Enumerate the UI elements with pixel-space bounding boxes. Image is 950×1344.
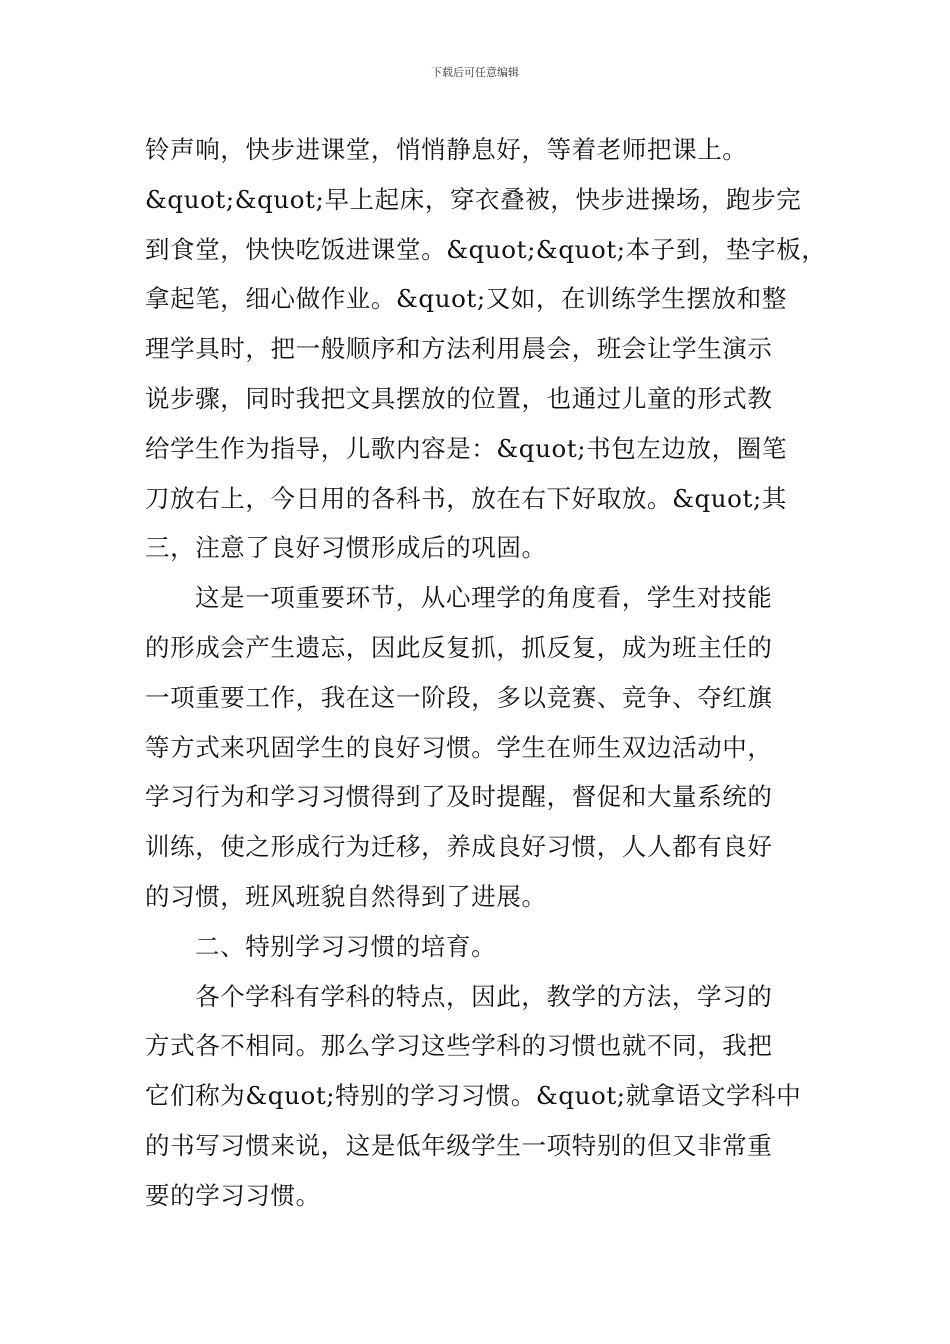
paragraph-start-line: 各个学科有学科的特点，因此，教学的方法，学习的: [195, 981, 773, 1011]
section-heading: 二、特别学习习惯的培育。: [195, 931, 497, 961]
text-line: 的习惯，班风班貌自然得到了进展。: [145, 881, 547, 911]
text-line: 要的学习习惯。: [145, 1180, 321, 1210]
text-line: 等方式来巩固学生的良好习惯。学生在师生双边活动中，: [145, 732, 773, 762]
text-line: 它们称为&quot;特别的学习习惯。&quot;就拿语文学科中: [145, 1081, 802, 1111]
text-line: 的形成会产生遗忘，因此反复抓，抓反复，成为班主任的: [145, 632, 773, 662]
document-body: [145, 125, 827, 1221]
text-line: 给学生作为指导，儿歌内容是：&quot;书包左边放，圈笔: [145, 433, 787, 463]
text-line: 理学具时，把一般顺序和方法利用晨会，班会让学生演示: [145, 334, 773, 364]
text-line: 方式各不相同。那么学习这些学科的习惯也就不同，我把: [145, 1031, 773, 1061]
text-line: 一项重要工作，我在这一阶段，多以竞赛、竞争、夺红旗: [145, 682, 773, 712]
paragraph-start-line: 这是一项重要环节，从心理学的角度看，学生对技能: [195, 583, 773, 613]
text-line: 三，注意了良好习惯形成后的巩固。: [145, 533, 547, 563]
text-line: 铃声响，快步进课堂，悄悄静息好，等着老师把课上。: [145, 135, 748, 164]
page-header: 下载后可任意编辑: [431, 66, 519, 79]
text-line: 学习行为和学习习惯得到了及时提醒，督促和大量系统的: [145, 782, 773, 812]
text-line: 到食堂，快快吃饭进课堂。&quot;&quot;本子到，垫字板，: [145, 234, 827, 264]
text-line: 刀放右上，今日用的各科书，放在右下好取放。&quot;其: [145, 483, 787, 513]
text-line: 说步骤，同时我把文具摆放的位置，也通过儿童的形式教: [145, 383, 773, 413]
text-line: 训练，使之形成行为迁移，养成良好习惯，人人都有良好: [145, 832, 773, 862]
text-line: &quot;&quot;早上起床，穿衣叠被，快步进操场，跑步完: [145, 184, 802, 214]
text-line: 拿起笔，细心做作业。&quot;又如，在训练学生摆放和整: [145, 284, 787, 314]
text-line: 的书写习惯来说，这是低年级学生一项特别的但又非常重: [145, 1130, 773, 1160]
